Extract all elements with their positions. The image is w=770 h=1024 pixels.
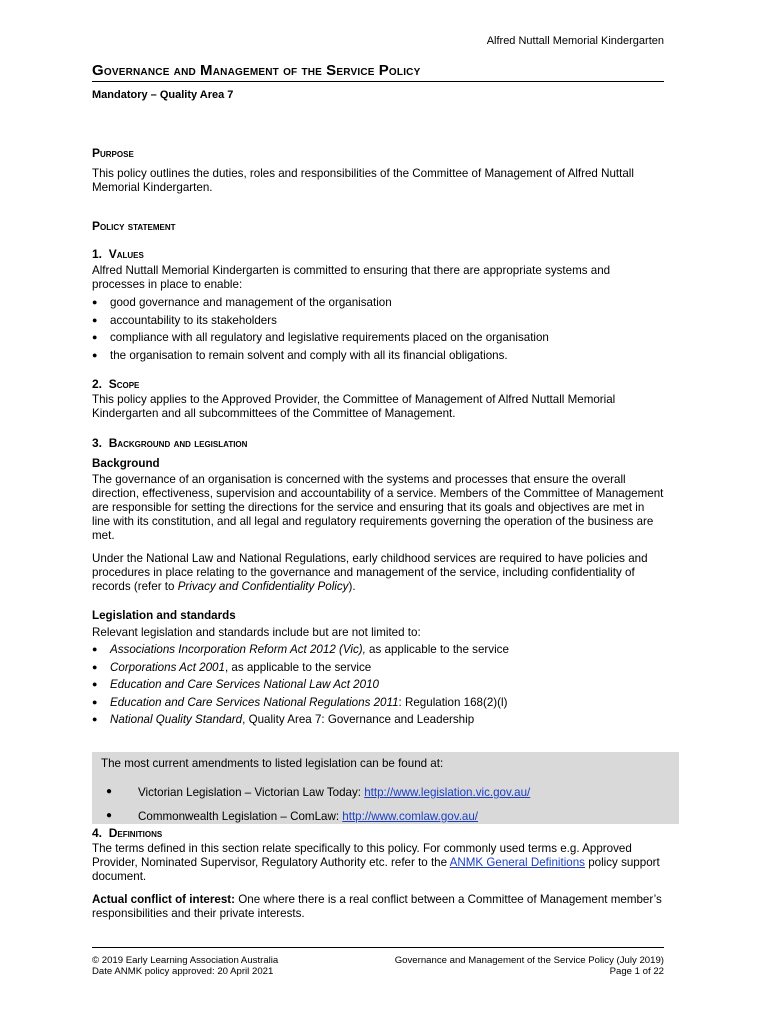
legislation-intro: Relevant legislation and standards include but are not limited to: — [92, 626, 421, 639]
definitions-text — [92, 842, 664, 884]
legislation-title: Education and Care Services National Law Act 2010 — [110, 678, 379, 692]
anmk-general-definitions-link[interactable]: ANMK General Definitions — [449, 856, 585, 869]
legislation-title: Associations Incorporation Reform Act 2012 (Vic), — [110, 643, 366, 656]
title-fragment: M — [200, 62, 213, 79]
footer-left — [92, 955, 278, 977]
comlaw-link[interactable]: http://www.comlaw.gov.au/ — [342, 810, 479, 823]
header-org-name: Alfred Nuttall Memorial Kindergarten — [486, 35, 664, 47]
definition-text: One where there is a real conflict between a Committee of Management member’s responsibilities and their private interests. — [92, 893, 662, 920]
footer-right — [390, 955, 664, 977]
background-subheading: Background — [92, 457, 160, 470]
policy-statement-heading: Policy statement — [92, 219, 176, 233]
list-item: ● accountability to its stakeholders — [92, 312, 664, 330]
values-section — [92, 247, 664, 364]
title-fragment: G — [92, 62, 104, 79]
footer-page-number: Page 1 of 22 — [609, 966, 664, 977]
definitions-heading — [92, 826, 664, 840]
legislation-list — [92, 641, 664, 729]
scope-text: This policy applies to the Approved Provider, the Committee of Management of Alfred Nuttall Memorial Kindergarten and all subcommittees of the Committee of Management. — [92, 393, 616, 420]
bullet-icon: ● — [106, 810, 113, 821]
section-number: 2. — [92, 377, 103, 391]
definition-entry — [92, 893, 664, 921]
amendment-label: Victorian Legislation – Victorian Law Today: — [138, 786, 365, 799]
para-italic: Privacy and Confidentiality Policy — [177, 580, 349, 593]
section-title: Values — [108, 247, 144, 261]
background-heading — [92, 436, 664, 450]
footer-approved-date: Date ANMK policy approved: 20 April 2021 — [92, 966, 274, 977]
background-section — [92, 436, 664, 594]
title-fragment: anagement of the — [212, 62, 327, 78]
legislation-detail: , as applicable to the service — [224, 660, 372, 674]
amendment-text — [138, 810, 478, 823]
purpose-text: This policy outlines the duties, roles and responsibilities of the Committee of Management of Alfred Nuttall Memorial Kindergarten. — [92, 167, 634, 194]
section-number: 3. — [92, 436, 103, 450]
definition-term: Actual conflict of interest: — [92, 893, 236, 906]
legislation-title: National Quality Standard — [110, 713, 243, 727]
section-title: Scope — [108, 377, 140, 391]
bullet-icon: ● — [106, 786, 113, 797]
legislation-detail: , Quality Area 7: Governance and Leadership — [242, 713, 475, 727]
scope-section — [92, 377, 664, 421]
footer-document-name: Governance and Management of the Service Policy (July 2019) — [394, 955, 664, 966]
legislation-section — [92, 609, 664, 729]
legislation-title: Education and Care Services National Regulations 2011 — [110, 695, 399, 709]
section-number: 1. — [92, 247, 103, 261]
victorian-legislation-link[interactable]: http://www.legislation.vic.gov.au/ — [364, 786, 531, 799]
title-fragment: olicy — [388, 62, 421, 78]
list-item: ● compliance with all regulatory and legislative requirements placed on the organisation — [92, 329, 664, 347]
list-item: ● the organisation to remain solvent and comply with all its financial obligations. — [92, 347, 664, 365]
amendment-label: Commonwealth Legislation – ComLaw: — [138, 810, 343, 823]
document-subtitle: Mandatory – Quality Area 7 — [92, 89, 234, 101]
list-item: ● good governance and management of the organisation — [92, 294, 664, 312]
legislation-detail: as applicable to the service — [365, 643, 509, 656]
background-para1: The governance of an organisation is concerned with the systems and processes that ensure the overall direction, effectiveness, supervision and accountability of a service. Members of the Committee of Management are responsible for setting the directions for the service and ensuring that its goals and objectives are met in line with its constitution, and all legal and regulatory requirements governing the operation of the business are met. — [92, 473, 664, 542]
list-item — [92, 641, 664, 659]
title-fragment: P — [378, 62, 389, 79]
list-item — [92, 659, 664, 677]
section-number: 4. — [92, 826, 103, 840]
legislation-heading: Legislation and standards — [92, 609, 236, 622]
amendments-box — [92, 752, 679, 824]
scope-heading — [92, 377, 664, 391]
list-item — [92, 694, 664, 712]
amendments-intro: The most current amendments to listed legislation can be found at: — [101, 757, 444, 770]
title-fragment: S — [326, 62, 337, 79]
legislation-detail: : Regulation 168(2)(l) — [398, 695, 508, 709]
list-item — [92, 676, 664, 694]
para-text: policy support document. — [92, 856, 660, 883]
background-para2 — [92, 552, 664, 594]
legislation-title: Corporations Act 2001 — [110, 660, 225, 674]
values-intro: Alfred Nuttall Memorial Kindergarten is committed to ensuring that there are appropriate systems and processes in place to enable: — [92, 264, 611, 291]
list-item — [92, 711, 664, 729]
amendment-text — [138, 786, 530, 799]
para-text: The terms defined in this section relate specifically to this policy. For commonly used terms e.g. Approved Provider, Nominated Supervisor, Regulatory Authority etc. refer to the — [92, 842, 632, 869]
title-fragment: overnance and — [103, 62, 201, 78]
values-heading — [92, 247, 664, 261]
definitions-section — [92, 826, 664, 921]
footer-divider — [92, 947, 664, 948]
section-title: Definitions — [108, 826, 163, 840]
para-text: ). — [348, 580, 356, 593]
purpose-heading: Purpose — [92, 146, 134, 160]
purpose-section — [92, 146, 664, 195]
values-list — [92, 294, 664, 364]
footer-copyright: © 2019 Early Learning Association Australia — [92, 955, 279, 966]
document-title — [92, 62, 664, 82]
section-title: Background and legislation — [108, 436, 248, 450]
title-fragment: ervice — [336, 62, 379, 78]
para-text: Under the National Law and National Regulations, early childhood services are required to have policies and procedures in place relating to the governance and management of the service, including confidentiality of records (refer to — [92, 552, 648, 593]
